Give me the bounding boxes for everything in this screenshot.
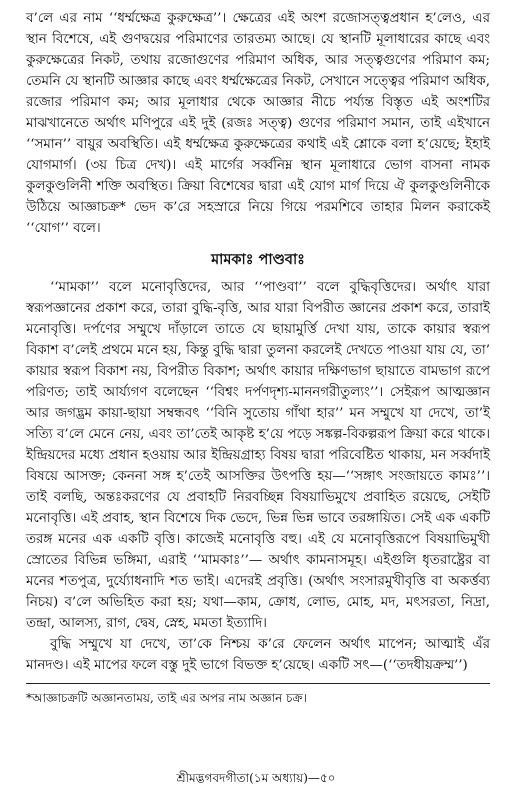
paragraph-dharmakshetra: ব’লে এর নাম ‘‘ধর্ম্মক্ষেত্র কুরুক্ষেত্র’’। ক্ষেত্রের এই অংশ রজোসত্ত্বপ্রধান হ’লেও, এর স্থান বিশেষে, এই গুণদ্বয়ের পরিমাণের তারতম্য আছে। যে স্থানটি মূলাধারের কাছে এবং কুরুক্ষেত্রের নিকট, তথায় রজোগুণের পরিমাণ অধিক, আর সত্ত্বগুণের পরিমাণ কম; তেমনি যে স্থানটি আজ্ঞার কাছে এবং ধর্ম্মক্ষেত্রের নিকট, সেখানে সত্ত্বের পরিমাণ অধিক, রজোর পরিমাণ কম; আর মূলাধার থেকে আজ্ঞার নীচে পর্য্যন্ত বিস্তৃত এই অংশটির মাঝখানেতে অর্থাৎ মণিপুরে এই দুই (রজঃ সত্ত্ব) গুণের পরিমাণ সমান, তাই এইখানে ‘‘সমান’’ বায়ুর অবস্থিতি। এই ধর্ম্মক্ষেত্র কুরুক্ষেত্রের কথাই এই শ্লোকে বলা হ’য়েছে; ইহাই যোগমার্গ। (৩য় চিত্র দেখ)। এই মার্গের সর্ব্বনিম্ন স্থান মূলাধারে ভোগ বাসনা নামক কুলকুণ্ডলিনী শক্তি অবস্থিত। ক্রিয়া বিশেষের দ্বারা এই যোগ মার্গ দিয়ে ঐ কুলকুণ্ডলিনীকে উঠিয়ে আজ্ঞাচক্র* ভেদ ক’রে সহস্রারে নিয়ে গিয়ে পরমশিবে তাহার মিলন করাকেই ‘‘যোগ’’ বলে।	[26, 11, 490, 236]
footnote-divider	[26, 683, 490, 684]
page-footer: শ্রীমদ্ভগবদগীতা(১ম অধ্যায়)—৫০	[176, 771, 336, 785]
paragraph-buddhi: বুদ্ধি সম্মুখে যা দেখে, তা’কে নিশ্চয় ক’রে ফেলেন অর্থাৎ মাপেন; আত্মাই এঁর মানদণ্ড। এই মাপের ফলে বস্তু দুই ভাগে বিভক্ত হ’য়েছে। একটি সৎ—(‘‘তদধীয়ক্রম্ম’’)	[26, 637, 490, 673]
section-heading: মামকাঃ পাণ্ডবাঃ	[211, 251, 305, 268]
paragraph-mamaka: ‘‘মামকা’’ বলে মনোবৃত্তিদের, আর ‘‘পাণ্ডবা’’ বলে বুদ্ধিবৃত্তিদের। অর্থাৎ যারা স্বরূপজ্ঞানের প্রকাশ করে, তারা বুদ্ধি-বৃত্তি, আর যারা বিপরীত জ্ঞানের প্রকাশ করে, তারাই মনোবৃত্তি। দর্পণের সম্মুখে দাঁড়ালে তাতে যে ছায়ামুর্ত্তি দেখা যায়, তাকে কায়ার স্বরূপ বিকাশ ব’লেই প্রথমে মনে হয়, কিন্তু বুদ্ধি দ্বারা তুলনা করলেই দেখতে পাওয়া যায় যে, তা’ কায়ার স্বরূপ বিকাশ নয়, বিপরীত বিকাশ; অর্থাৎ কায়ার দক্ষিণভাগ ছায়াতে বামভাগ রূপে পরিণত; তাই আর্য্যগণ বলেছেন ‘‘বিশ্বং দর্পণদৃশ্য-মাননগরীতুল্যং’’। সেইরূপ আত্মজ্ঞান আর জগদ্ভ্রম কায়া-ছায়া সম্বন্ধবৎ ‘‘বিনি সুতোয় গাঁথা হার’’ মন সম্মুখে যা দেখে, তা’ই সত্যি ব’লে মেনে নেয়, এবং তা’তেই আকৃষ্ট হ’য়ে পড়ে সঙ্কল্প-বিকল্পরূপ ক্রিয়া করে থাকে। ইন্দ্রিয়দের মধ্যে প্রধান হওয়ায় আর ইন্দ্রিয়গ্রাহ্য বিষয় দ্বারা পরিবেষ্টিত থাকায়, মন সর্ব্বদাই বিষয়ে আসক্ত; কেননা সঙ্গ হ’তেই আসক্তির উৎপত্তি হয়—‘‘সঙ্গাৎ সংজায়তে কামঃ’’।তাই বলছি, অন্তঃকরণের যে প্রবাহটি নিরবচ্ছিন্ন বিষয়াভিমুখে প্রবাহিত রয়েছে, সেইটি মনোবৃত্তি। এই প্রবাহ, স্থান বিশেষে দিক ভেদে, ভিন্ন ভিন্ন ভাবে তরঙ্গায়িত। সেই এক একটি তরঙ্গ মনের এক একটি বৃত্তি। কাজেই মনোবৃত্তি বহু। এই যে মনোবৃত্তিরূপে বিষয়াভিমুখী স্রোতের বিভিন্ন ভঙ্গিমা, এরাই ‘‘মামকাঃ’’— অর্থাৎ কামনাসমূহ। এইগুলি ধৃতরাষ্ট্রের বা মনের শতপুত্র, দুর্য্যোধনাদি শত ভাই। এদেরই প্রবৃত্তি। (অর্থাৎ সংসারমুখীবৃত্তি বা অকর্ত্তব্য নিচয়) ব’লে অভিহিত করা হয়; যথা—কাম, ক্রোধ, লোভ, মোহ, মদ, মৎসরতা, নিদ্রা, তন্দ্রা, আলস্য, রাগ, দ্বেষ, স্নেহ, মমতা ইত্যাদি।	[26, 280, 490, 631]
footnote: *আজ্ঞাচক্রটি অজ্ঞানতাময়, তাই এর অপর নাম অজ্ঞান চক্র।	[26, 691, 307, 705]
